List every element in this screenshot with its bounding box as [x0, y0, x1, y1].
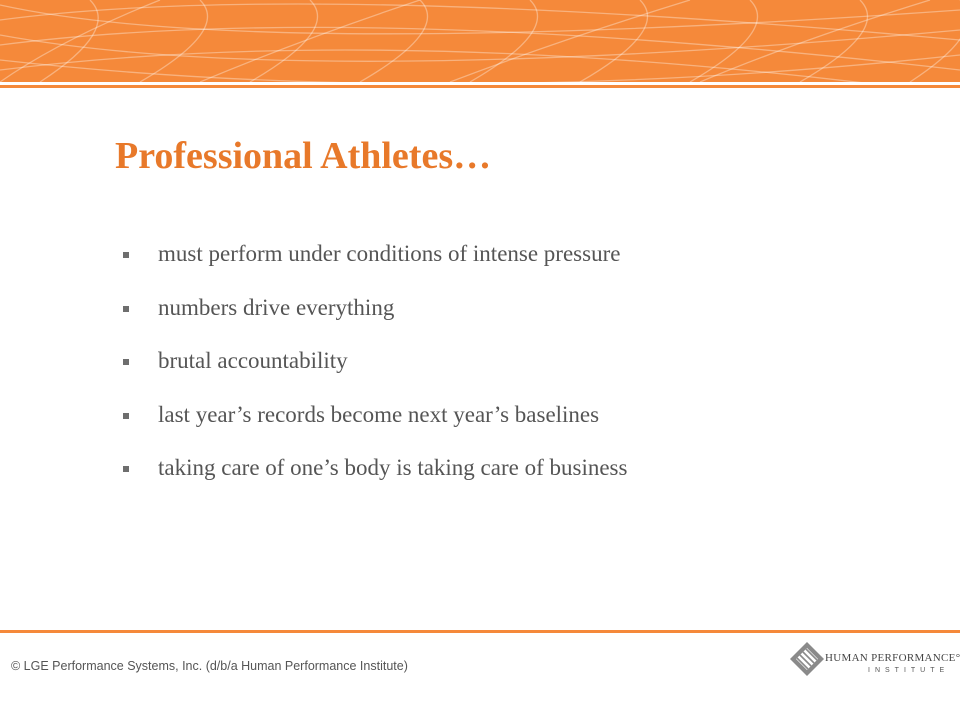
- square-bullet-icon: [123, 413, 129, 419]
- square-bullet-icon: [123, 306, 129, 312]
- header-divider-orange: [0, 85, 960, 88]
- bullet-item: [120, 290, 880, 344]
- bullet-text: last year’s records become next year’s baselines: [158, 401, 600, 427]
- bullet-text: must perform under conditions of intense pressure: [158, 241, 621, 266]
- copyright-text: © LGE Performance Systems, Inc. (d/b/a Human Performance Institute): [11, 659, 408, 673]
- logo-subtitle: INSTITUTE: [868, 667, 950, 674]
- bullet-item: [120, 343, 880, 397]
- bullet-text: taking care of one’s body is taking care of business: [158, 455, 628, 480]
- square-bullet-icon: [123, 252, 129, 258]
- slide-title: Professional Athletes…: [115, 135, 492, 177]
- bullet-item: [120, 450, 880, 504]
- bullet-text: numbers drive everything: [158, 294, 395, 320]
- diamond-logo-icon: [788, 640, 826, 678]
- institute-logo: [788, 640, 960, 680]
- square-bullet-icon: [123, 359, 129, 365]
- square-bullet-icon: [123, 466, 129, 472]
- header-pattern: [0, 0, 960, 82]
- bullet-item: [120, 397, 880, 451]
- bullet-list: [120, 236, 880, 504]
- logo-name: HUMAN PERFORMANCE°: [825, 652, 960, 664]
- footer-divider: [0, 630, 960, 633]
- bullet-text: brutal accountability: [158, 348, 348, 373]
- bullet-item: [120, 236, 880, 290]
- header-band: [0, 0, 960, 82]
